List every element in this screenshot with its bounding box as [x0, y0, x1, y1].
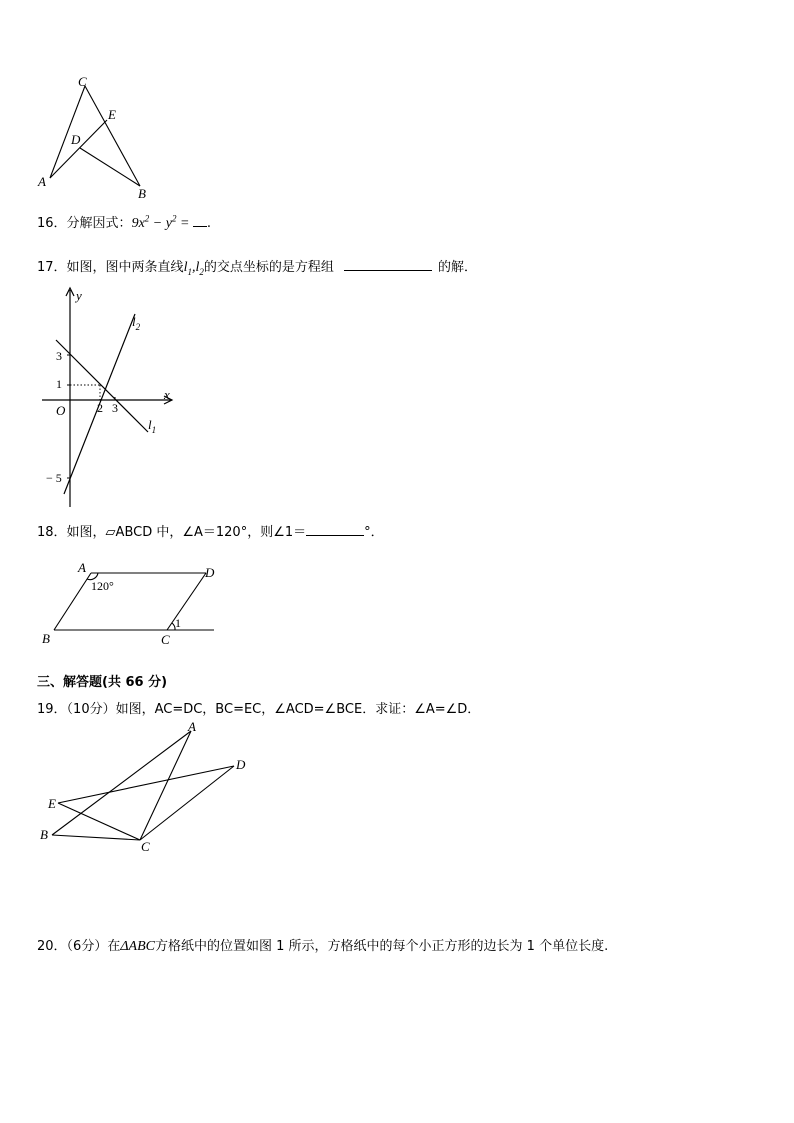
label-c: C — [161, 632, 170, 647]
term-9x: 9x — [131, 216, 145, 231]
question-number: 17． — [37, 260, 67, 275]
question-text: （6分）在 — [66, 939, 121, 954]
period: . — [206, 216, 212, 231]
question-text: 如图，图中两条直线 — [66, 260, 184, 275]
exponent: 2 — [144, 213, 150, 224]
comma: , — [191, 260, 196, 275]
label-d: D — [71, 132, 81, 147]
answer-blank[interactable] — [344, 258, 432, 271]
tick-label-x2: 2 — [97, 401, 103, 415]
question-text: （10分）如图，AC=DC，BC=EC，∠ACD=∠BCE．求证：∠A=∠D． — [66, 702, 481, 717]
figure-two-triangles — [36, 718, 256, 858]
question-text: 的交点坐标的是方程组 — [203, 260, 334, 275]
figure-parallelogram — [36, 560, 226, 650]
figure-coordinate-graph — [36, 282, 186, 512]
question-18 — [37, 521, 384, 540]
question-number: 19． — [37, 702, 67, 717]
subscript: 2 — [199, 266, 204, 277]
label-l2: $l_2$ — [132, 314, 141, 332]
label-e: E — [48, 796, 56, 811]
origin-label: O — [56, 403, 66, 418]
answer-blank[interactable] — [193, 214, 207, 227]
line-l2-symbol: l — [195, 260, 200, 275]
line-l1-symbol: l — [183, 260, 188, 275]
question-17 — [37, 256, 477, 277]
answer-blank[interactable] — [306, 523, 364, 536]
label-b: B — [138, 186, 146, 201]
subscript: 1 — [187, 266, 192, 277]
degree-symbol: °． — [364, 525, 384, 540]
label-b: B — [42, 631, 50, 646]
label-d: D — [205, 565, 215, 580]
question-number: 20． — [37, 939, 67, 954]
label-c: C — [78, 74, 87, 89]
question-number: 18． — [37, 525, 67, 540]
tick-label-neg5: − 5 — [46, 471, 62, 485]
question-text: 如图，▱ABCD 中，∠A＝120°，则∠1＝ — [66, 525, 307, 540]
label-a: A — [78, 560, 86, 575]
question-text: 分解因式： — [66, 216, 132, 231]
label-d: D — [236, 757, 246, 772]
angle-120-label: 120° — [91, 579, 114, 593]
section-heading: 三、解答题(共 66 分) — [37, 675, 168, 690]
tick-label-3: 3 — [56, 349, 62, 363]
tick-label-x3: 3 — [112, 401, 118, 415]
equals-sign: = — [176, 216, 193, 231]
question-19 — [37, 698, 480, 717]
question-text: 的解． — [438, 260, 478, 275]
triangle-abc: ΔABC — [120, 939, 155, 954]
exponent: 2 — [171, 213, 177, 224]
tick-label-1: 1 — [56, 377, 62, 391]
question-16 — [37, 212, 211, 232]
label-c: C — [141, 839, 150, 854]
question-text: 方格纸中的位置如图 1 所示，方格纸中的每个小正方形的边长为 1 个单位长度. — [155, 939, 609, 954]
label-b: B — [40, 827, 48, 842]
x-axis-label: x — [164, 387, 170, 402]
label-a: A — [188, 719, 196, 734]
label-a: A — [38, 174, 46, 189]
label-l1: $l_1$ — [148, 417, 157, 435]
question-20 — [37, 935, 608, 955]
question-number: 16． — [37, 216, 67, 231]
figure-triangle-ade — [30, 72, 160, 202]
label-e: E — [108, 107, 116, 122]
angle-1-label: 1 — [175, 616, 181, 630]
y-axis-label: y — [76, 288, 82, 303]
minus-sign: − — [149, 216, 166, 231]
term-y: y — [165, 216, 172, 231]
